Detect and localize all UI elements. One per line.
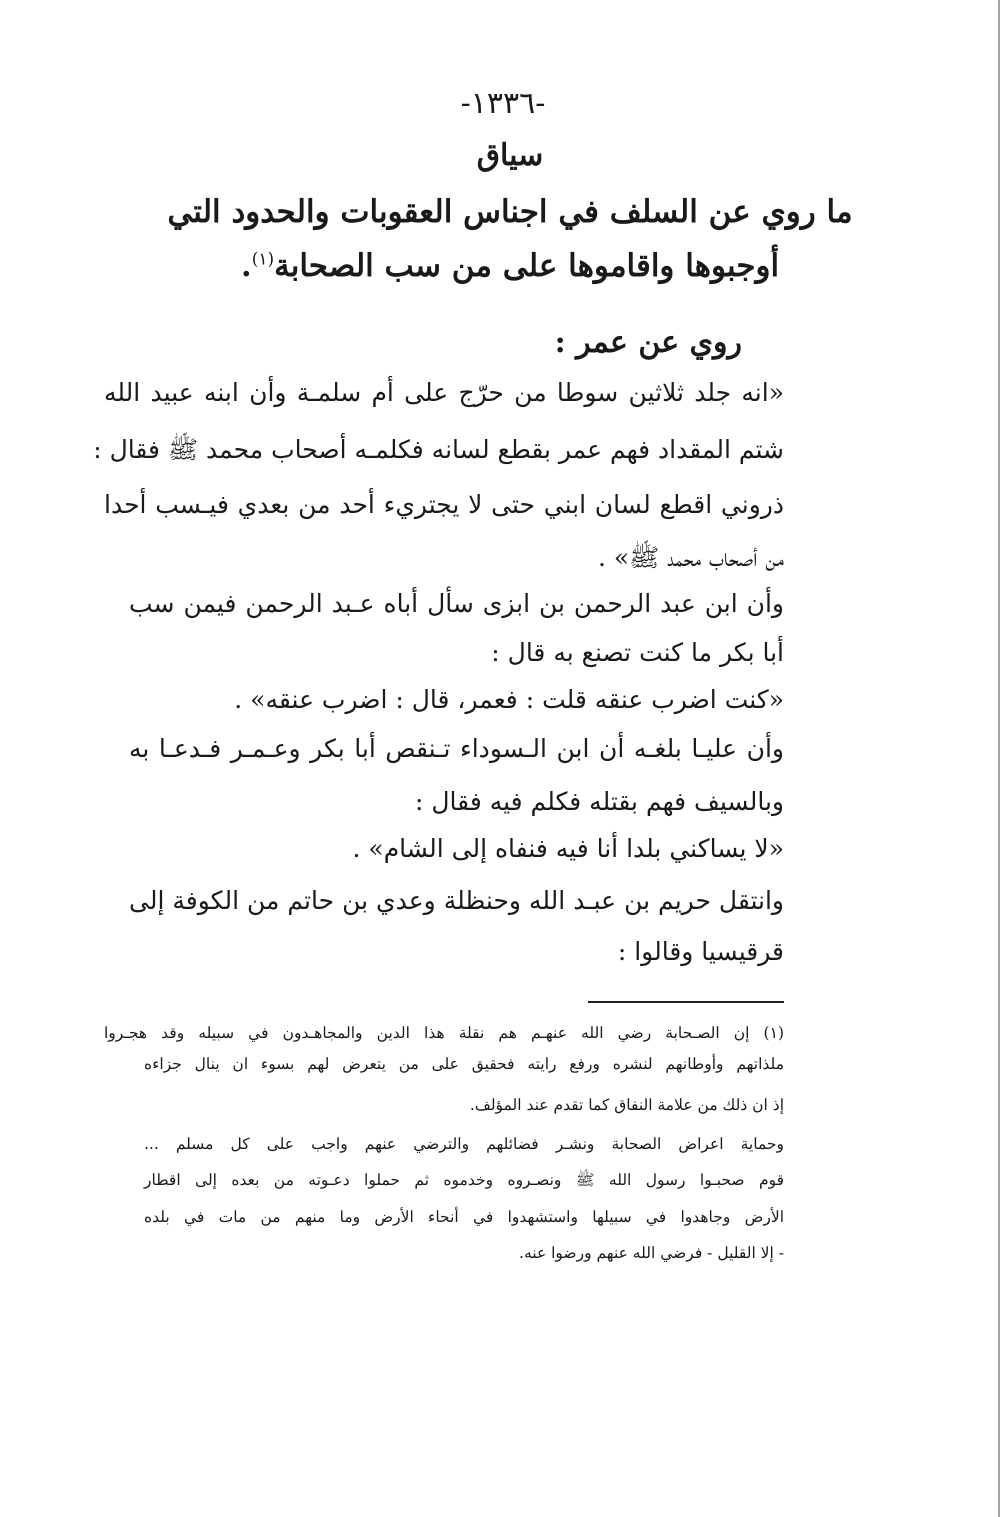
footnote-line-3: إذ ان ذلك من علامة النفاق كما تقدم عند المؤلف. [469, 1096, 784, 1114]
body-line-3: ذروني اقطع لسان ابني حتى لا يجتريء أحد من بعدي فيـسب أحدا [104, 490, 784, 519]
chapter-title-line-2-text: أوجبوها واقاموها على من سب الصحابة [274, 248, 780, 284]
body-line-4: من أصحاب محمد ﷺ» . [597, 543, 784, 572]
body-line-10: «لا يساكني بلدا أنا فيه فنفاه إلى الشام» . [352, 834, 784, 863]
body-line-1: «انه جلد ثلاثين سوطا من حرّج على أم سلمـة وأن ابنه عبيد الله [104, 378, 784, 407]
body-line-7: «كنت اضرب عنقه قلت : فعمر، قال : اضرب عنقه» . [234, 685, 784, 714]
page-edge-shadow [998, 0, 1000, 1517]
body-line-2: شتم المقداد فهم عمر بقطع لسانه فكلمـه أصحاب محمد ﷺ فقال : [93, 435, 784, 464]
footnote-line-7: - إلا القليل - فرضي الله عنهم ورضوا عنه. [519, 1244, 784, 1262]
chapter-label: سياق [476, 138, 544, 173]
section-heading: روي عن عمر : [554, 325, 742, 360]
footnote-line-1: (١) إن الصـحابة رضي الله عنهـم هم نقلة هذا الدين والمجاهـدون في سبيله وقد هجـروا [104, 1024, 784, 1042]
body-line-11: وانتقل حريم بن عبـد الله وحنظلة وعدي بن حاتم من الكوفة إلى [129, 886, 784, 915]
footnote-reference: (١) [251, 249, 275, 270]
body-line-5: وأن ابن عبد الرحمن بن ابزى سأل أباه عـبد الرحمن فيمن سب [129, 589, 784, 618]
body-line-6: أبا بكر ما كنت تصنع به قال : [491, 638, 784, 667]
chapter-title-line-1: ما روي عن السلف في اجناس العقوبات والحدود التي [167, 194, 853, 230]
footnote-divider [588, 1001, 784, 1003]
body-line-12: قرقيسيا وقالوا : [617, 937, 784, 966]
footnote-line-2: ملذاتهم وأوطانهم لنشره ورفع رايته فحقيق على من يتعرض لهم بسوء ان ينال جزاءه [144, 1055, 784, 1073]
footnote-line-6: الأرض وجاهدوا في سبيلها واستشهدوا في أنحاء الأرض وما منهم من مات في بلده [144, 1208, 784, 1226]
footnote-line-4: وحماية اعراض الصحابة ونشـر فضائلهم والترضي عنهم واجب على كل مسلم ... [144, 1135, 784, 1153]
body-line-8: وأن عليـا بلغـه أن ابن الـسوداء تـنقص أبا بكر وعـمـر فـدعـا به [129, 734, 784, 763]
page-number: -١٣٣٦- [460, 86, 546, 121]
body-line-9: وبالسيف فهم بقتله فكلم فيه فقال : [415, 787, 784, 816]
chapter-title-line-2 [120, 248, 900, 284]
footnote-line-5: قوم صحبـوا رسول الله ﷺ ونصـروه وخدموه ثم حملوا دعـوته من بعده إلى اقطار [144, 1171, 784, 1189]
chapter-title-line-2-end: . [240, 248, 252, 284]
